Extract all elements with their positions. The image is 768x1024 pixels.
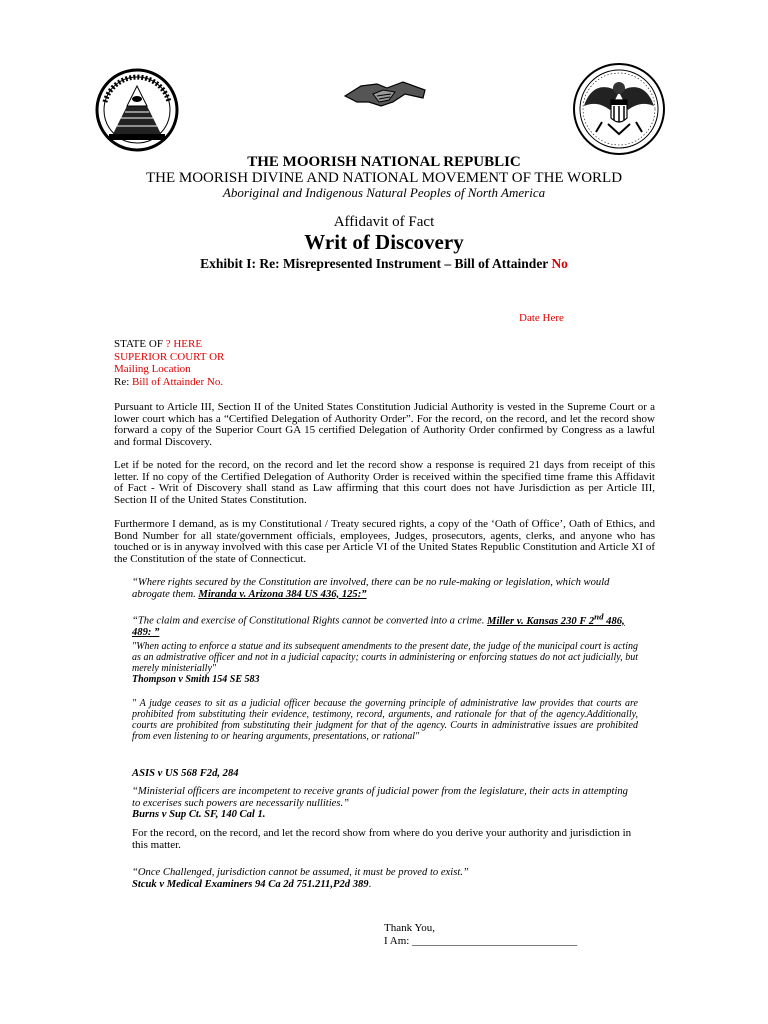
paragraph-authority-question: For the record, on the record, and let the record show from where do you derive your authority and jurisdiction in this matter.: [132, 827, 632, 851]
quote-thompson: [132, 641, 638, 685]
closing-thanks: Thank You,: [384, 922, 436, 934]
quote-miranda: [132, 577, 638, 600]
exhibit-line: [0, 256, 768, 272]
court-line: SUPERIOR COURT OR: [114, 350, 225, 363]
pyramid-seal-icon: [95, 68, 179, 152]
movement-name: THE MOORISH DIVINE AND NATIONAL MOVEMENT OF THE WORLD: [145, 170, 623, 186]
address-block: [114, 338, 224, 376]
closing-block: [384, 922, 577, 948]
citation-superscript: nd: [594, 611, 604, 621]
quote-text: “Where rights secured by the Constitution are involved, there can be no rule-making or legislation, which would abrogate them.: [132, 577, 610, 600]
citation-part: 486, 489: ”: [132, 615, 625, 639]
quote-text: “Ministerial officers are incompetent to receive grants of judicial power from the legislature, their acts in attempting to excerises such powers are necessarily nullities.”: [132, 786, 628, 809]
exhibit-text: Exhibit I: Re: Misrepresented Instrument – Bill of Attainder: [200, 256, 552, 271]
state-prefix: STATE OF: [114, 338, 166, 350]
signature-line: I Am: ______________________________: [384, 935, 578, 947]
date-placeholder: Date Here: [519, 312, 564, 324]
state-value: ? HERE: [165, 338, 203, 350]
state-line: [114, 338, 224, 351]
org-name: THE MOORISH NATIONAL REPUBLIC: [247, 154, 521, 170]
document-type: Affidavit of Fact: [333, 214, 435, 230]
quote-text: "When acting to enforce a statue and its subsequent amendments to the present date, the judge of the municipal court is acting as an admistrative officer and not in a judicial capacity; courts in administering or enforcing statues do not act judicially, but merely ministerially": [132, 641, 638, 674]
exhibit-number: No: [551, 256, 568, 271]
re-value: Bill of Attainder No.: [132, 376, 224, 388]
quote-citation: Stcuk v Medical Examiners 94 Ca 2d 751.211,P2d 389: [132, 878, 369, 890]
re-label: Re:: [114, 376, 133, 388]
mailing-line: Mailing Location: [114, 363, 191, 375]
paragraph-response-required: Let if be noted for the record, on the record and let the record show a response is required 21 days from receipt of this letter. If no copy of the Certified Delegation of Authority Order is received within the specified time frame this Affidavit of Fact - Writ of Discovery shall stand as Law affirming that this court does not have Jurisdiction as per Article III, Section II of the United States Constitution.: [114, 459, 655, 506]
citation-period: .: [368, 878, 372, 890]
quote-asis: [132, 698, 638, 742]
quote-citation: Thompson v Smith 154 SE 583: [132, 674, 260, 685]
citation-part: Miller v. Kansas 230 F 2: [487, 615, 595, 627]
paragraph-demand: Furthermore I demand, as is my Constitutional / Treaty secured rights, a copy of the ‘Oath of Office’, Oath of Ethics, and Bond Number for all state/government officials, employees, Judges, prosecutors, agents, clerks, and anyone who has touched or is in anyway involved with this case per Article VI of the United States Republic Constitution and Article XI of the Constitution of the state of Connecticut.: [114, 518, 655, 565]
eagle-seal-icon: [572, 62, 666, 156]
quote-stuck: [132, 867, 638, 890]
quote-text: " A judge ceases to sit as a judicial officer because the governing principle of administrative law provides that courts are prohibited from substituting their evidence, testimony, record, arguments, and rationale for that of the agency.Additionally, courts are prohibited from substituting their judgment for that of the agency. Courts in administrative issues are prohibited from even listening to or hearing arguments, presentations, or rational": [132, 698, 638, 742]
peoples-subtitle: Aboriginal and Indigenous Natural Peoples of North America: [222, 185, 546, 200]
quote-citation-line: [132, 879, 638, 891]
citation-asis: ASIS v US 568 F2d, 284: [132, 768, 239, 779]
handshake-icon: [343, 72, 427, 112]
document-title: Writ of Discovery: [304, 230, 464, 254]
quote-citation: Miranda v. Arizona 384 US 436, 125:”: [198, 588, 367, 600]
quote-citation: Burns v Sup Ct. SF, 140 Cal 1.: [132, 809, 266, 820]
quote-miller: [132, 611, 638, 639]
re-line: [114, 376, 223, 389]
paragraph-authority: Pursuant to Article III, Section II of the United States Constitution Judicial Authority is vested in the Supreme Court or a lower court which has a “Certified Delegation of Authority Order”. For the record, on the record, and let the record show forward a copy of the Superior Court GA 15 certified Delegation of Authority Order confirmed by Congress as a lawful and formal Discovery.: [114, 401, 655, 448]
quote-text: “Once Challenged, jurisdiction cannot be assumed, it must be proved to exist.”: [132, 867, 469, 878]
quote-burns: [132, 786, 638, 821]
quote-text: “The claim and exercise of Constitutional Rights cannot be converted into a crime.: [132, 615, 488, 627]
